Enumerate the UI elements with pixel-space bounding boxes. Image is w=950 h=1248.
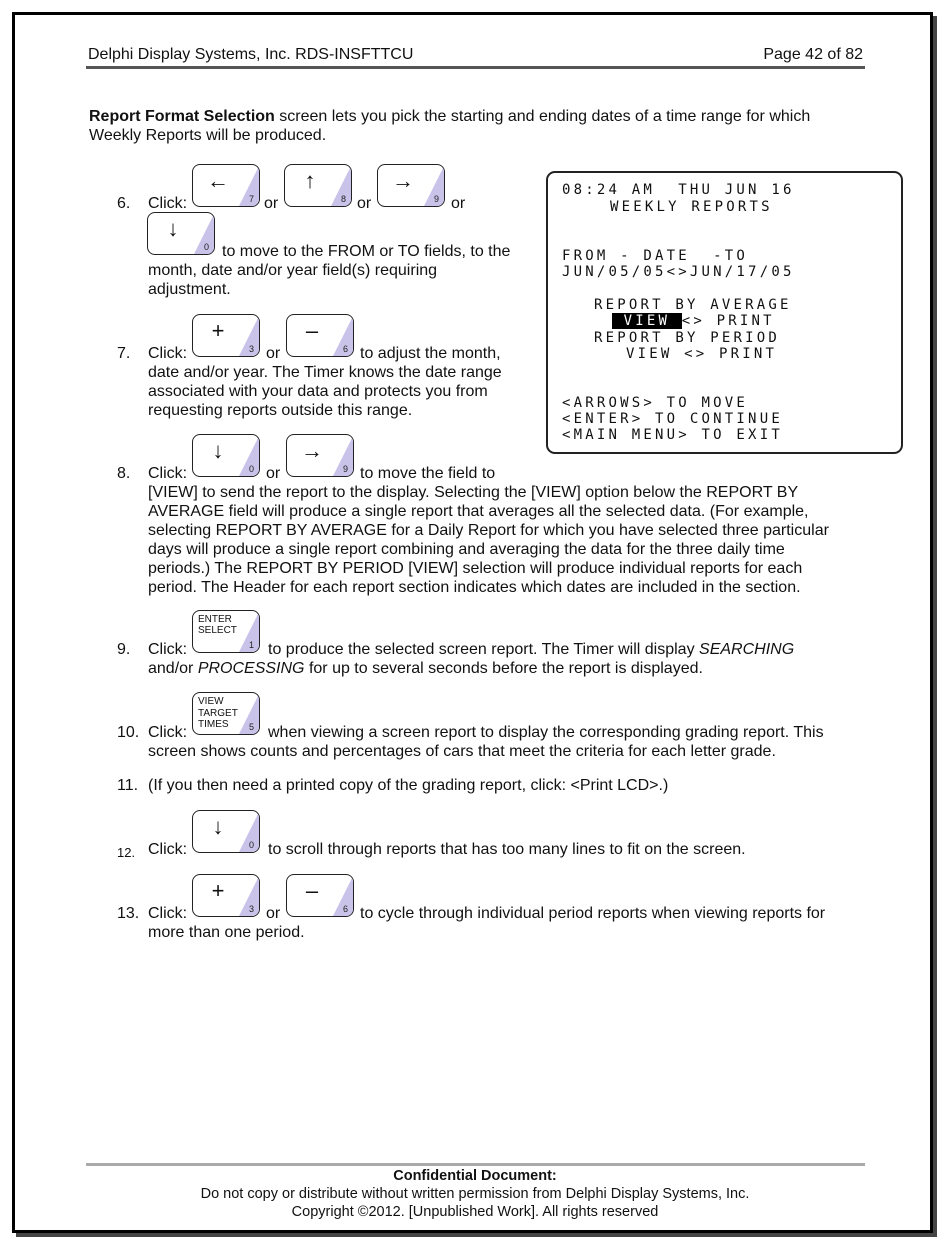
or-text: or <box>266 905 281 922</box>
step-9-text: and/or <box>148 660 198 677</box>
minus-icon: – <box>305 878 319 903</box>
step-10-click: Click: <box>148 724 188 741</box>
key-number: 5 <box>248 722 254 732</box>
key-number: 0 <box>248 464 254 474</box>
lcd-selected-view[interactable]: VIEW <box>612 313 682 329</box>
footer-divider <box>86 1163 865 1166</box>
step-7-click: Click: <box>148 345 188 362</box>
step-7-text: to adjust the month, <box>360 345 501 362</box>
intro-bold: Report Format Selection <box>89 108 275 125</box>
header-divider <box>86 66 865 69</box>
header-title: Delphi Display Systems, Inc. RDS-INSFTTCU <box>88 46 414 63</box>
step-10-text: when viewing a screen report to display the corresponding grading report. This <box>268 724 824 741</box>
lcd-line: <MAIN MENU> TO EXIT <box>562 427 783 443</box>
step-8-text: [VIEW] to send the report to the display. Selecting the [VIEW] option below the REPORT BY <box>148 484 799 501</box>
step-12-click: Click: <box>148 841 188 858</box>
key-number: 6 <box>342 344 348 354</box>
left-arrow-key[interactable] <box>192 164 260 207</box>
plus-icon: + <box>211 878 225 903</box>
lcd-line: 08:24 AM THU JUN 16 <box>562 182 795 198</box>
key-label-line: ENTER <box>198 614 232 625</box>
minus-key[interactable] <box>286 874 354 917</box>
step-7-text: requesting reports outside this range. <box>148 402 413 419</box>
minus-icon: – <box>305 318 319 343</box>
right-arrow-icon: → <box>392 168 414 193</box>
page-number: Page 42 of 82 <box>763 46 863 63</box>
step-7-text: date and/or year. The Timer knows the date range <box>148 364 502 381</box>
down-arrow-key[interactable] <box>192 434 260 477</box>
step-8-text: AVERAGE field will produce a single report that averages all the selected data. (For example, <box>148 503 809 520</box>
step-6-text: to move to the FROM or TO fields, to the <box>222 243 511 260</box>
or-text: or <box>266 345 281 362</box>
lcd-line: FROM - DATE -TO <box>562 248 749 264</box>
step-8-click: Click: <box>148 465 188 482</box>
lcd-line: WEEKLY REPORTS <box>610 199 773 215</box>
step-7-number: 7. <box>117 345 131 362</box>
step-13-text: more than one period. <box>148 924 305 941</box>
enter-select-key[interactable] <box>192 610 260 653</box>
step-9-line-1 <box>268 640 794 659</box>
step-12-number: 12. <box>117 845 136 860</box>
step-12-text: to scroll through reports that has too many lines to fit on the screen. <box>268 841 746 858</box>
down-arrow-key[interactable] <box>147 212 215 255</box>
step-8-number: 8. <box>117 465 131 482</box>
step-8-text: days will produce a single report combining and averaging the data for the three daily time <box>148 541 785 558</box>
key-label-line: SELECT <box>198 625 237 636</box>
down-arrow-key[interactable] <box>192 810 260 853</box>
lcd-line: JUN/05/05<>JUN/17/05 <box>562 264 795 280</box>
lcd-text: <> PRINT <box>681 313 775 329</box>
right-arrow-icon: → <box>301 438 323 463</box>
lcd-line: REPORT BY AVERAGE <box>594 297 792 313</box>
key-number: 0 <box>203 242 209 252</box>
intro-text: screen lets you pick the starting and ending dates of a time range for which <box>274 108 811 125</box>
step-8-text: periods.) The REPORT BY PERIOD [VIEW] selection will produce individual reports for each <box>148 560 803 577</box>
step-6-text: month, date and/or year field(s) requiring <box>148 262 438 279</box>
step-9-text: to produce the selected screen report. The Timer will display <box>268 641 700 658</box>
step-13-click: Click: <box>148 905 188 922</box>
key-number: 9 <box>433 194 439 204</box>
or-text: or <box>266 465 281 482</box>
step-13-number: 13. <box>117 905 140 922</box>
step-8-text: selecting REPORT BY AVERAGE for a Daily Report for which you have selected three particular <box>148 522 829 539</box>
view-target-times-label <box>198 696 238 731</box>
lcd-line: <ENTER> TO CONTINUE <box>562 411 783 427</box>
footer-copyright: Copyright ©2012. [Unpublished Work]. All rights reserved <box>291 1204 659 1220</box>
key-number: 6 <box>342 904 348 914</box>
step-10-text: screen shows counts and percentages of cars that meet the criteria for each letter grade. <box>148 743 776 760</box>
plus-key[interactable] <box>192 314 260 357</box>
step-11-number: 11. <box>117 777 139 794</box>
down-arrow-icon: ↓ <box>167 216 179 241</box>
down-arrow-icon: ↓ <box>212 814 224 839</box>
lcd-line <box>612 313 775 329</box>
right-arrow-key[interactable] <box>286 434 354 477</box>
step-6-number: 6. <box>117 195 131 212</box>
processing-text: PROCESSING <box>197 660 305 677</box>
key-number: 3 <box>248 344 254 354</box>
step-9-click: Click: <box>148 641 188 658</box>
footer-title: Confidential Document: <box>393 1168 557 1184</box>
or-text: or <box>357 195 372 212</box>
up-arrow-icon: ↑ <box>304 168 316 193</box>
step-8-text: to move the field to <box>360 465 496 482</box>
key-number: 1 <box>248 640 254 650</box>
key-number: 7 <box>248 194 254 204</box>
step-8-text: period. The Header for each report section indicates which dates are included in the section. <box>148 579 801 596</box>
footer-notice: Do not copy or distribute without written permission from Delphi Display Systems, Inc. <box>200 1186 750 1202</box>
step-10-number: 10. <box>117 724 140 741</box>
step-6-click: Click: <box>148 195 188 212</box>
key-number: 9 <box>342 464 348 474</box>
step-11-text: (If you then need a printed copy of the grading report, click: <Print LCD>.) <box>148 777 669 794</box>
plus-key[interactable] <box>192 874 260 917</box>
step-13-text: to cycle through individual period reports when viewing reports for <box>360 905 826 922</box>
key-number: 3 <box>248 904 254 914</box>
key-label-line: TIMES <box>198 719 229 730</box>
step-9-text: for up to several seconds before the report is displayed. <box>304 660 703 677</box>
step-9-number: 9. <box>117 641 131 658</box>
step-7-text: associated with your data and protects you from <box>148 383 488 400</box>
plus-icon: + <box>211 318 225 343</box>
minus-key[interactable] <box>286 314 354 357</box>
or-text: or <box>451 195 466 212</box>
key-number: 8 <box>340 194 346 204</box>
intro-line-2: Weekly Reports will be produced. <box>89 127 327 144</box>
lcd-line: <ARROWS> TO MOVE <box>562 395 749 411</box>
up-arrow-key[interactable] <box>284 164 352 207</box>
enter-select-label <box>198 614 237 636</box>
down-arrow-icon: ↓ <box>212 438 224 463</box>
or-text: or <box>264 195 279 212</box>
lcd-line: VIEW <> PRINT <box>626 346 778 362</box>
right-arrow-key[interactable] <box>377 164 445 207</box>
intro-line-1 <box>89 107 810 126</box>
view-target-times-key[interactable] <box>192 692 260 735</box>
lcd-line: REPORT BY PERIOD <box>594 330 781 346</box>
key-label-line: TARGET <box>198 707 238 719</box>
searching-text: SEARCHING <box>699 641 795 658</box>
left-arrow-icon: ← <box>207 168 229 193</box>
step-9-line-2 <box>148 659 703 678</box>
key-number: 0 <box>248 840 254 850</box>
step-6-text: adjustment. <box>148 281 231 298</box>
lcd-screen <box>546 171 903 454</box>
key-label-line: VIEW <box>198 696 224 707</box>
